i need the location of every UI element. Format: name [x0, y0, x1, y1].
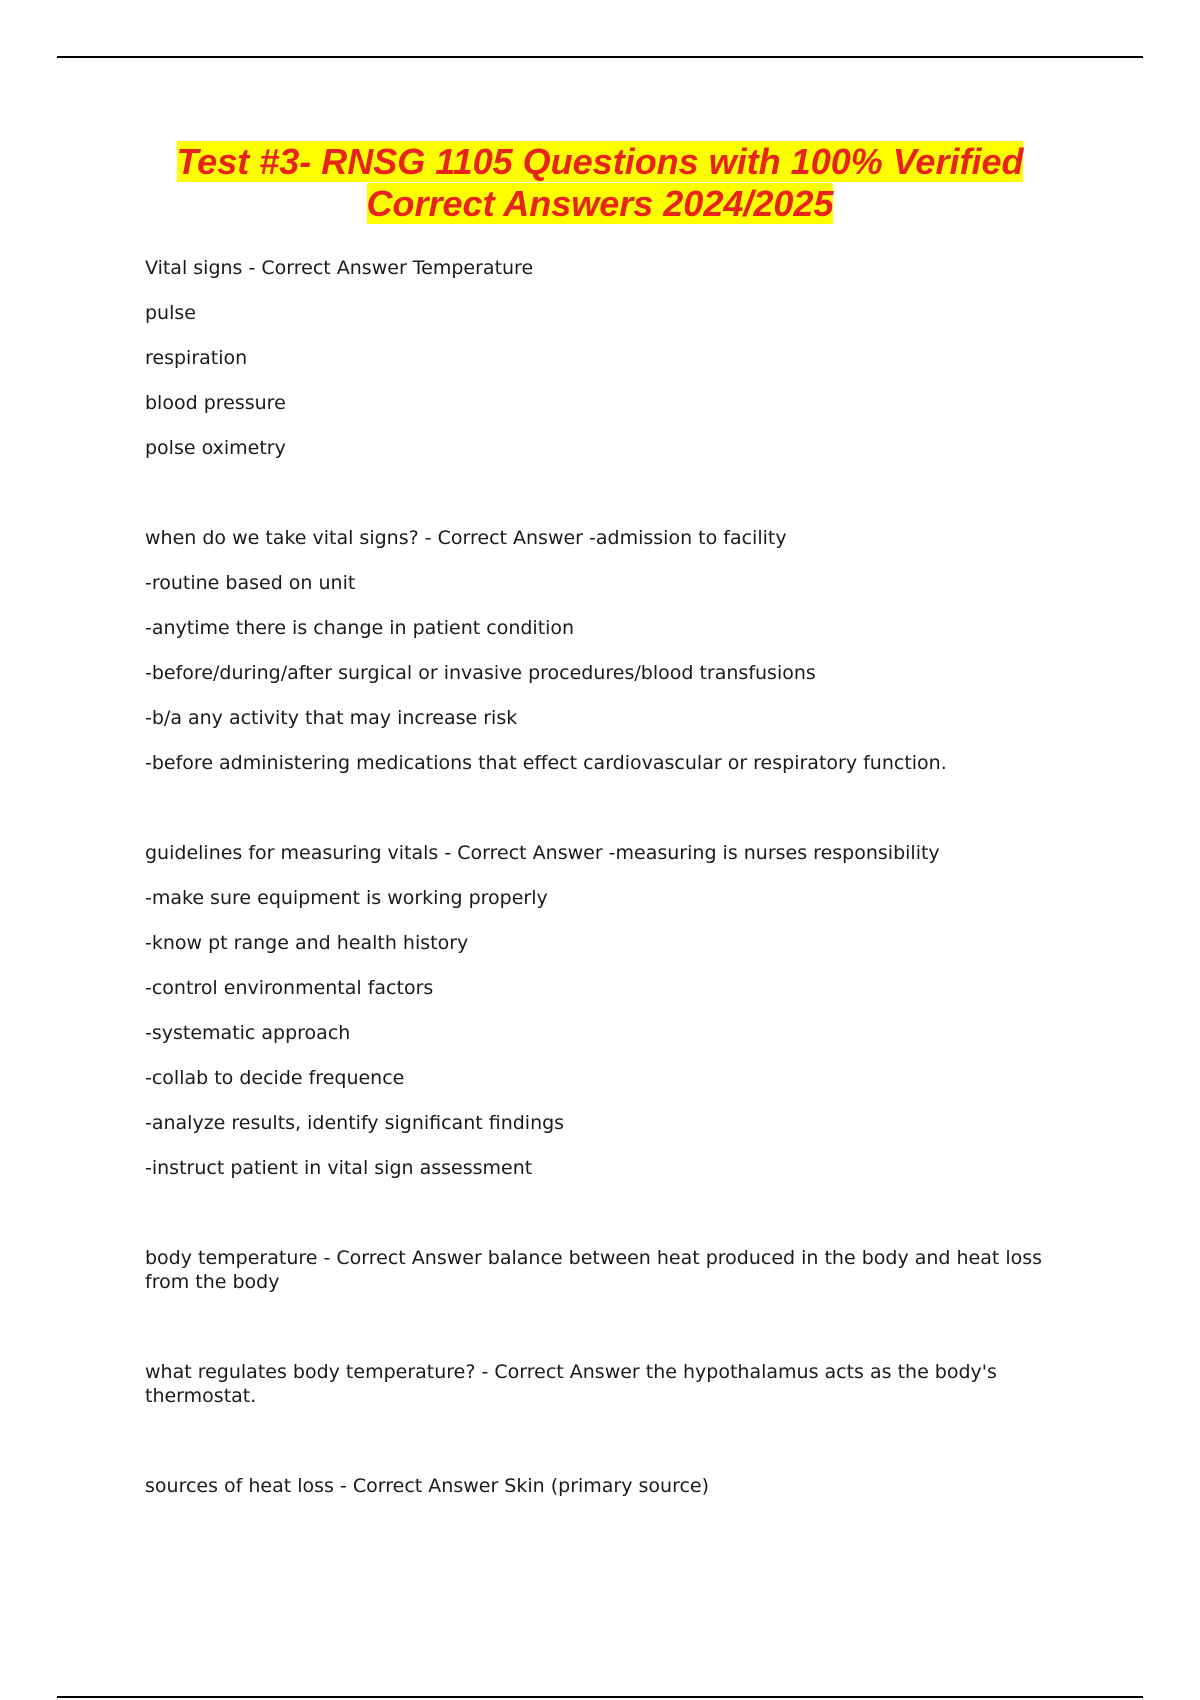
- bottom-divider: [57, 1696, 1143, 1698]
- answer-line: -before/during/after surgical or invasive procedures/blood transfusions: [145, 662, 816, 684]
- title-line-2: Correct Answers 2024/2025: [366, 183, 834, 224]
- qa-block: [145, 1360, 1065, 1408]
- page-title: [100, 141, 1100, 225]
- question-answer-line: when do we take vital signs? - Correct Answer -admission to facility: [145, 527, 787, 549]
- answer-line: -instruct patient in vital sign assessment: [145, 1157, 533, 1179]
- qa-block: [145, 1246, 1065, 1294]
- question-answer-line: body temperature - Correct Answer balance between heat produced in the body and heat loss from the body: [145, 1247, 1043, 1293]
- question-answer-line: Vital signs - Correct Answer Temperature: [145, 257, 534, 279]
- qa-block: [145, 1474, 1065, 1498]
- document-body: [145, 256, 1065, 1519]
- question-answer-line: sources of heat loss - Correct Answer Skin (primary source): [145, 1475, 710, 1497]
- answer-line: -systematic approach: [145, 1022, 351, 1044]
- qa-block: [145, 841, 1065, 1180]
- answer-line: -b/a any activity that may increase risk: [145, 707, 518, 729]
- title-line-1: Test #3- RNSG 1105 Questions with 100% Verified: [176, 141, 1024, 182]
- qa-block: [145, 256, 1065, 460]
- question-answer-line: guidelines for measuring vitals - Correct Answer -measuring is nurses responsibility: [145, 842, 940, 864]
- answer-line: -control environmental factors: [145, 977, 434, 999]
- answer-line: polse oximetry: [145, 437, 286, 459]
- question-answer-line: what regulates body temperature? - Correct Answer the hypothalamus acts as the body's thermostat.: [145, 1361, 997, 1407]
- answer-line: -anytime there is change in patient condition: [145, 617, 575, 639]
- qa-block: [145, 526, 1065, 775]
- answer-line: -collab to decide frequence: [145, 1067, 405, 1089]
- answer-line: -know pt range and health history: [145, 932, 469, 954]
- answer-line: pulse: [145, 302, 196, 324]
- answer-line: -analyze results, identify significant findings: [145, 1112, 565, 1134]
- answer-line: -routine based on unit: [145, 572, 356, 594]
- answer-line: respiration: [145, 347, 248, 369]
- answer-line: blood pressure: [145, 392, 286, 414]
- answer-line: -before administering medications that effect cardiovascular or respiratory function.: [145, 752, 947, 774]
- top-divider: [57, 56, 1143, 58]
- answer-line: -make sure equipment is working properly: [145, 887, 548, 909]
